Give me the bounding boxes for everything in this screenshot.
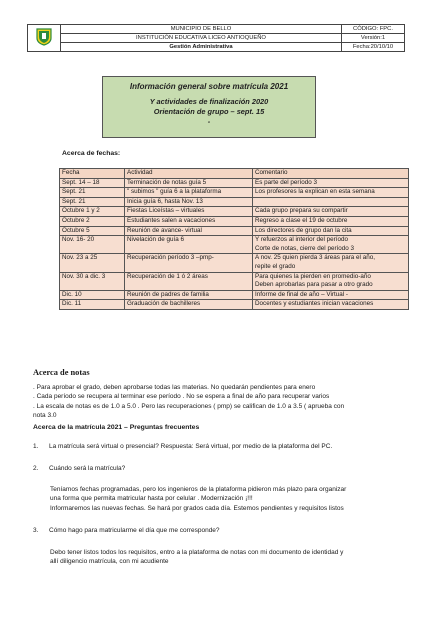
faq-number: 1.	[33, 443, 39, 450]
answer-line: Debo tener listos todos los requisitos, entro a la plataforma de notas con mi documento de identidad y	[50, 549, 344, 556]
table-row	[60, 207, 409, 217]
activity-cell: Terminación de notas guía 5	[125, 178, 253, 188]
comment-line: Y refuerzos al interior del período	[255, 236, 348, 244]
comment-cell: Regreso a clase el 19 de octubre	[253, 216, 409, 226]
comment-cell	[253, 236, 409, 254]
column-header: Fecha	[60, 169, 125, 179]
comment-cell: Cada grupo prepara su compartir	[253, 207, 409, 217]
comment-cell: Es parte del período 3	[253, 178, 409, 188]
title-box	[102, 76, 316, 138]
faq-answer	[50, 548, 415, 567]
notes-heading: Acerca de notas	[33, 368, 90, 377]
answer-line: Teníamos fechas programadas, pero los ingenieros de la plataforma pidieron más plazo para organizar	[50, 486, 347, 493]
school-logo	[28, 25, 61, 52]
notes-line: nota 3.0	[33, 412, 57, 420]
date-cell: Nov. 30 a dic. 3	[60, 272, 125, 290]
table-row	[60, 216, 409, 226]
document-date: Fecha:20/10/10	[342, 43, 405, 52]
faq-question: La matrícula será virtual o presencial? Respuesta: Será virtual, por medio de la plataforma del PC.	[49, 443, 333, 450]
activity-cell: Graduación de bachilleres	[125, 300, 253, 310]
document-code: CÓDIGO: FPC.	[342, 25, 405, 34]
faq-question: Cuándo será la matrícula?	[49, 465, 126, 472]
activity-cell: " subimos " guía 6 a la plataforma	[125, 188, 253, 198]
date-cell: Dic. 11	[60, 300, 125, 310]
activity-cell: Reunión de avance- virtual	[125, 226, 253, 236]
shield-icon	[36, 28, 52, 46]
table-row	[60, 188, 409, 198]
answer-line: una forma que permita matricular hasta por celular . Modernización ¡!!!	[50, 495, 253, 503]
comment-line: Para quienes la pierden en promedio-año	[255, 272, 371, 280]
comment-cell: Los directores de grupo dan la cita	[253, 226, 409, 236]
title-line-1: Información general sobre matrícula 2021	[129, 82, 289, 91]
activity-cell: Estudiantes salen a vacaciones	[125, 216, 253, 226]
document-version: Versión:1	[342, 34, 405, 43]
activity-cell: Recuperación período 3 –pmp-	[125, 254, 253, 272]
title-line-3: Orientación de grupo – sept. 15	[153, 107, 265, 116]
answer-line: Informaremos las nuevas fechas. Se hará por grados cada día. Estemos pendientes y requisitos listos	[50, 504, 344, 512]
municipality-name: MUNICIPIO DE BELLO	[61, 25, 342, 34]
table-row	[60, 290, 409, 300]
activity-cell: Fiestas Liceístas – virtuales	[125, 207, 253, 217]
date-cell: Octubre 5	[60, 226, 125, 236]
date-cell: Dic. 10	[60, 290, 125, 300]
activity-cell: Nivelación de guía 6	[125, 236, 253, 254]
table-row	[60, 236, 409, 254]
faq-answer	[50, 485, 415, 513]
comment-cell: Informe de final de año – Virtual -	[253, 290, 409, 300]
notes-line: . Para aprobar el grado, deben aprobarse todas las materias. No quedarán pendientes para enero	[33, 384, 316, 391]
comment-cell	[253, 197, 409, 207]
table-row	[60, 272, 409, 290]
comment-line: Deben aprobarlas para pasar a otro grado	[255, 281, 373, 289]
department-name: Gestión Administrativa	[61, 43, 342, 52]
table-header-row	[60, 169, 409, 179]
activity-cell: Reunión de padres de familia	[125, 290, 253, 300]
table-row	[60, 197, 409, 207]
title-line-2: Y actividades de finalización 2020	[149, 97, 269, 106]
date-cell: Sept. 21	[60, 188, 125, 198]
faq-number: 2.	[33, 465, 39, 472]
document-header	[27, 24, 405, 52]
date-cell: Sept. 14 – 18	[60, 178, 125, 188]
date-cell: Nov. 23 a 25	[60, 254, 125, 272]
date-cell: Octubre 1 y 2	[60, 207, 125, 217]
date-cell: Sept. 21	[60, 197, 125, 207]
comment-line: A nov. 25 quien pierda 3 áreas para el año,	[255, 254, 375, 262]
institution-name: INSTITUCIÓN EDUCATIVA LICEO ANTIOQUEÑO	[61, 34, 342, 43]
table-row	[60, 254, 409, 272]
column-header: Actividad	[125, 169, 253, 179]
notes-line: . La escala de notas es de 1.0 a 5.0 . Pero las recuperaciones ( pmp) se califican de 1.0 a 3.5 ( aprueba con	[33, 402, 345, 410]
date-cell: Nov. 16- 20	[60, 236, 125, 254]
schedule-table	[59, 168, 409, 310]
comment-cell: Docentes y estudiantes inician vacaciones	[253, 300, 409, 310]
table-row	[60, 300, 409, 310]
faq-question: Cómo hago para matricularme el día que me corresponde?	[49, 527, 220, 534]
activity-cell: Inicia guía 6, hasta Nov. 13	[125, 197, 253, 207]
comment-cell	[253, 254, 409, 272]
comment-cell	[253, 272, 409, 290]
faq-number: 3.	[33, 527, 39, 534]
notes-body	[33, 383, 413, 421]
faq-heading: Acerca de la matrícula 2021 – Preguntas frecuentes	[33, 424, 200, 431]
table-row	[60, 178, 409, 188]
dates-heading: Acerca de fechas:	[62, 150, 121, 157]
table-row	[60, 226, 409, 236]
notes-line: . Cada período se recupera al terminar ese período . No se espera a final de año para recuperar varios	[33, 393, 330, 401]
activity-cell: Recuperación de 1 ó 2 áreas	[125, 272, 253, 290]
answer-line: allí diligencio matrícula, con mi acudiente	[50, 558, 169, 566]
column-header: Comentario	[253, 169, 409, 179]
date-cell: Octubre 2	[60, 216, 125, 226]
comment-line: Corte de notas, cierre del período 3	[255, 244, 355, 252]
title-line-4: -	[207, 117, 211, 126]
comment-line: repite el grado	[255, 262, 296, 270]
comment-cell: Los profesores la explican en esta semana	[253, 188, 409, 198]
